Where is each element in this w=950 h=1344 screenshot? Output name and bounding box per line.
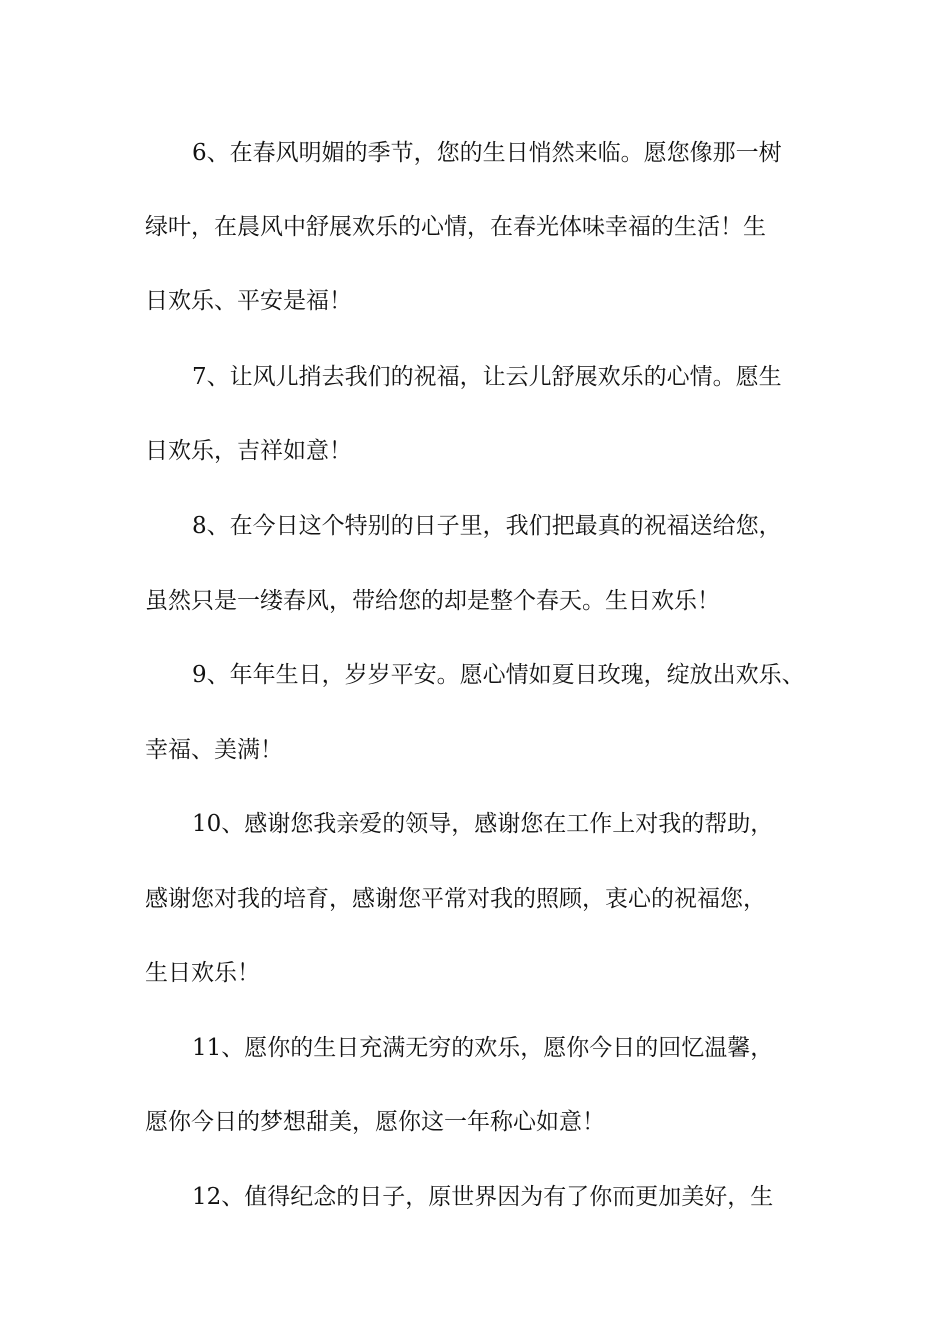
paragraph-6-line-3: 日欢乐、平安是福！ <box>145 288 352 314</box>
paragraph-10-line-1: 10、感谢您我亲爱的领导，感谢您在工作上对我的帮助， <box>192 811 774 837</box>
paragraph-11-line-2: 愿你今日的梦想甜美，愿你这一年称心如意！ <box>145 1109 605 1135</box>
paragraph-10-line-2: 感谢您对我的培育，感谢您平常对我的照顾，衷心的祝福您， <box>145 886 766 912</box>
paragraph-9-line-2: 幸福、美满！ <box>145 737 283 763</box>
paragraph-7-line-2: 日欢乐，吉祥如意！ <box>145 438 352 464</box>
paragraph-8-line-1: 8、在今日这个特别的日子里，我们把最真的祝福送给您， <box>192 513 782 539</box>
paragraph-6-line-1: 6、在春风明媚的季节，您的生日悄然来临。愿您像那一树 <box>192 140 782 166</box>
paragraph-12-line-1: 12、值得纪念的日子，原世界因为有了你而更加美好，生 <box>192 1184 774 1210</box>
paragraph-11-line-1: 11、愿你的生日充满无穷的欢乐，愿你今日的回忆温馨， <box>192 1035 774 1061</box>
paragraph-9-line-1: 9、年年生日，岁岁平安。愿心情如夏日玫瑰，绽放出欢乐、 <box>192 662 805 688</box>
paragraph-8-line-2: 虽然只是一缕春风，带给您的却是整个春天。生日欢乐！ <box>145 588 720 614</box>
paragraph-10-line-3: 生日欢乐！ <box>145 960 260 986</box>
paragraph-6-line-2: 绿叶，在晨风中舒展欢乐的心情，在春光体味幸福的生活！生 <box>145 214 766 240</box>
paragraph-7-line-1: 7、让风儿捎去我们的祝福，让云儿舒展欢乐的心情。愿生 <box>192 364 782 390</box>
